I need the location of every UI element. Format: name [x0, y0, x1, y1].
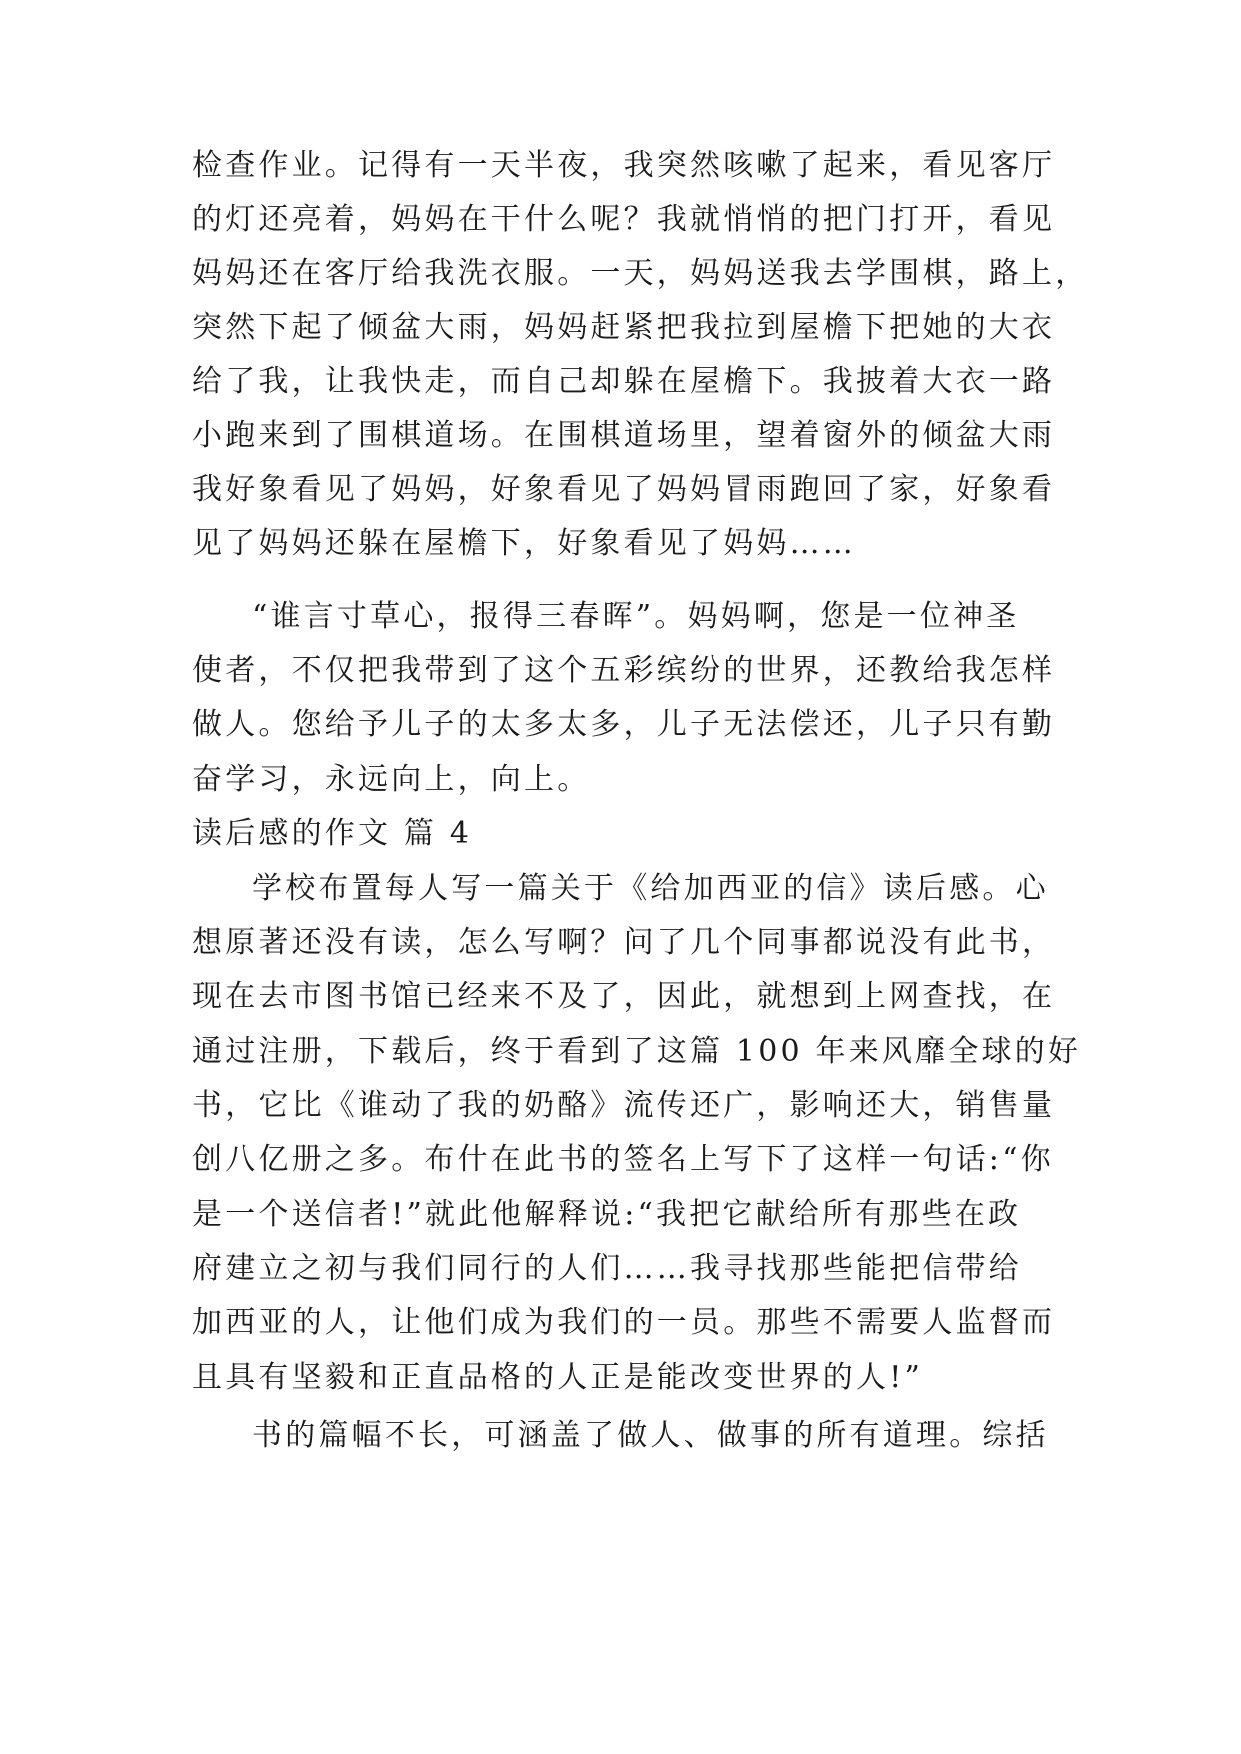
text-line: 给了我，让我快走，而自己却躲在屋檐下。我披着大衣一路	[192, 364, 1056, 399]
text-line: 通过注册，下载后，终于看到了这篇 100 年来风靡全球的好	[192, 1034, 1082, 1069]
text-line: 且具有坚毅和正直品格的人正是能改变世界的人!”	[192, 1360, 923, 1395]
text-line: 加西亚的人，让他们成为我们的一员。那些不需要人监督而	[192, 1305, 1056, 1340]
text-line: 府建立之初与我们同行的人们……我寻找那些能把信带给	[192, 1251, 1022, 1286]
text-line: 使者，不仅把我带到了这个五彩缤纷的世界，还教给我怎样	[192, 653, 1056, 688]
text-line: 做人。您给予儿子的太多太多，儿子无法偿还，儿子只有勤	[192, 707, 1056, 742]
text-line: 书，它比《谁动了我的奶酪》流传还广，影响还大，销售量	[192, 1088, 1056, 1123]
text-line: 我好象看见了妈妈，好象看见了妈妈冒雨跑回了家，好象看	[192, 472, 1056, 507]
paragraph-first-line: 书的篇幅不长，可涵盖了做人、做事的所有道理。综括	[252, 1418, 1049, 1453]
text-line: 想原著还没有读，怎么写啊？问了几个同事都说没有此书，	[192, 925, 1056, 960]
paragraph-first-line: 学校布置每人写一篇关于《给加西亚的信》读后感。心	[252, 871, 1049, 906]
text-line: 见了妈妈还躲在屋檐下，好象看见了妈妈……	[192, 526, 856, 561]
text-line: 妈妈还在客厅给我洗衣服。一天，妈妈送我去学围棋，路上，	[192, 256, 1089, 291]
text-line: 是一个送信者!”就此他解释说:“我把它献给所有那些在政	[192, 1197, 1022, 1232]
text-line: 突然下起了倾盆大雨，妈妈赶紧把我拉到屋檐下把她的大衣	[192, 310, 1056, 345]
text-line: 的灯还亮着，妈妈在干什么呢？我就悄悄的把门打开，看见	[192, 202, 1056, 237]
text-line: 现在去市图书馆已经来不及了，因此，就想到上网查找，在	[192, 979, 1056, 1014]
section-heading: 读后感的作文 篇 4	[192, 816, 473, 851]
text-line: 小跑来到了围棋道场。在围棋道场里，望着窗外的倾盆大雨	[192, 418, 1056, 453]
text-line: 检查作业。记得有一天半夜，我突然咳嗽了起来，看见客厅	[192, 148, 1056, 183]
text-line: 奋学习，永远向上，向上。	[192, 762, 591, 797]
text-line: 创八亿册之多。布什在此书的签名上写下了这样一句话:“你	[192, 1142, 1054, 1177]
paragraph-first-line: “谁言寸草心，报得三春晖”。妈妈啊，您是一位神圣	[252, 599, 1020, 634]
